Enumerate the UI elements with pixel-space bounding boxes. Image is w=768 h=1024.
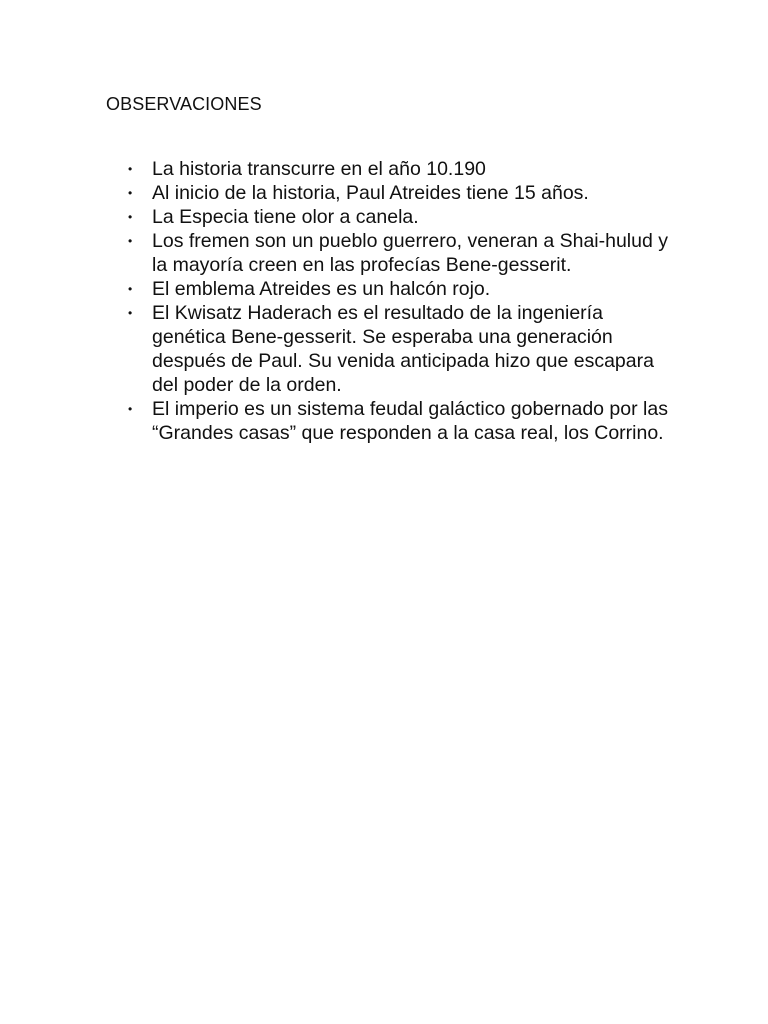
list-item-text: El emblema Atreides es un halcón rojo. xyxy=(152,278,491,300)
bullet-icon: • xyxy=(128,282,133,296)
list-item xyxy=(106,397,676,445)
list-item-text: El imperio es un sistema feudal galáctico gobernado por las “Grandes casas” que responden a la casa real, los Corrino. xyxy=(152,398,668,444)
list-item xyxy=(106,277,676,301)
bullet-icon: • xyxy=(128,186,133,200)
page-title: OBSERVACIONES xyxy=(106,94,262,114)
list-item-text: El Kwisatz Haderach es el resultado de la ingeniería genética Bene-gesserit. Se esperaba una generación después de Paul. Su venida anticipada hizo que escapara del poder de la orden. xyxy=(152,302,654,396)
list-item-text: Los fremen son un pueblo guerrero, veneran a Shai-hulud y la mayoría creen en las profecías Bene-gesserit. xyxy=(152,230,668,276)
list-item xyxy=(106,157,676,181)
bullet-icon: • xyxy=(128,210,133,224)
list-item-text: La Especia tiene olor a canela. xyxy=(152,206,419,228)
bullet-icon: • xyxy=(128,162,133,176)
bullet-icon: • xyxy=(128,402,133,416)
bullet-icon: • xyxy=(128,306,133,320)
list-item xyxy=(106,205,676,229)
list-item-text: Al inicio de la historia, Paul Atreides tiene 15 años. xyxy=(152,182,589,204)
observations-list xyxy=(106,157,676,445)
list-item xyxy=(106,229,676,277)
list-item xyxy=(106,181,676,205)
bullet-icon: • xyxy=(128,234,133,248)
list-item-text: La historia transcurre en el año 10.190 xyxy=(152,158,486,180)
list-item xyxy=(106,301,676,397)
